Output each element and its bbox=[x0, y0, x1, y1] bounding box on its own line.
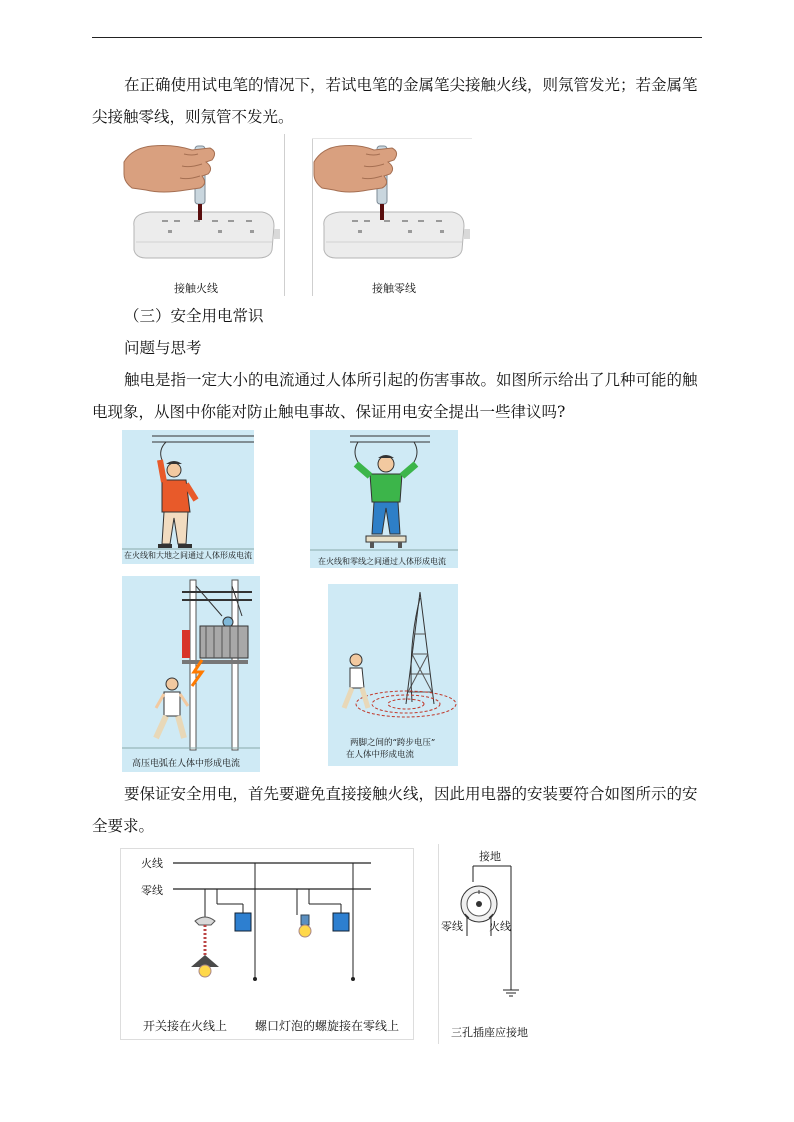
paragraph-safe-installation: 要保证安全用电，首先要避免直接接触火线，因此用电器的安装要符合如图所示的安全要求。 bbox=[92, 785, 698, 835]
figure-wiring bbox=[120, 848, 414, 1040]
figure-step-voltage-caption-1: 两脚之间的“跨步电压” bbox=[350, 738, 436, 748]
socket-ground-label: 接地 bbox=[479, 850, 501, 863]
figure-wiring-image bbox=[121, 849, 413, 1039]
wiring-neutral-label: 零线 bbox=[141, 884, 163, 897]
figure-live-neutral-image bbox=[310, 430, 458, 568]
figure-socket bbox=[438, 844, 539, 1044]
header-rule bbox=[92, 37, 702, 38]
socket-live-label: 火线 bbox=[489, 920, 511, 933]
wiring-caption-bulb: 螺口灯泡的螺旋接在零线上 bbox=[255, 1019, 400, 1033]
photo-touch-live-image bbox=[122, 134, 287, 296]
photo-touch-live-caption: 接触火线 bbox=[174, 282, 218, 295]
paragraph-test-pen: 在正确使用试电笔的情况下，若试电笔的金属笔尖接触火线，则氖管发光；若金属笔尖接触零线，则氖管不发光。 bbox=[92, 76, 698, 126]
paragraph-electric-shock: 触电是指一定大小的电流通过人体所引起的伤害事故。如图所示给出了几种可能的触电现象，从图中你能对防止触电事故、保证用电安全提出一些律议吗? bbox=[92, 371, 698, 421]
photo-touch-neutral-caption: 接触零线 bbox=[372, 282, 416, 295]
socket-neutral-label: 零线 bbox=[441, 920, 463, 933]
figure-live-ground-image bbox=[122, 430, 254, 564]
figure-high-voltage-arc bbox=[122, 576, 260, 772]
figure-step-voltage-caption-2: 在人体中形成电流 bbox=[346, 750, 415, 760]
socket-caption: 三孔插座应接地 bbox=[451, 1026, 528, 1039]
wiring-live-label: 火线 bbox=[141, 857, 163, 870]
subsection-title: 问题与思考 bbox=[124, 339, 202, 357]
figure-live-neutral-shock bbox=[310, 430, 458, 568]
photo-touch-neutral-image bbox=[312, 134, 477, 296]
figure-live-ground-caption: 在火线和大地之间通过人体形成电流 bbox=[124, 551, 252, 560]
photo-touch-neutral bbox=[312, 134, 477, 296]
figure-live-ground-shock bbox=[122, 430, 254, 564]
figure-high-voltage-caption: 高压电弧在人体中形成电流 bbox=[132, 759, 241, 769]
photo-touch-live bbox=[122, 134, 287, 296]
wiring-caption-switch: 开关接在火线上 bbox=[143, 1019, 228, 1033]
figure-socket-image bbox=[439, 844, 539, 1044]
figure-step-voltage bbox=[328, 584, 458, 766]
figure-high-voltage-image bbox=[122, 576, 260, 772]
section-title: （三）安全用电常识 bbox=[124, 307, 264, 325]
figure-live-neutral-caption: 在火线和零线之间通过人体形成电流 bbox=[318, 557, 446, 566]
